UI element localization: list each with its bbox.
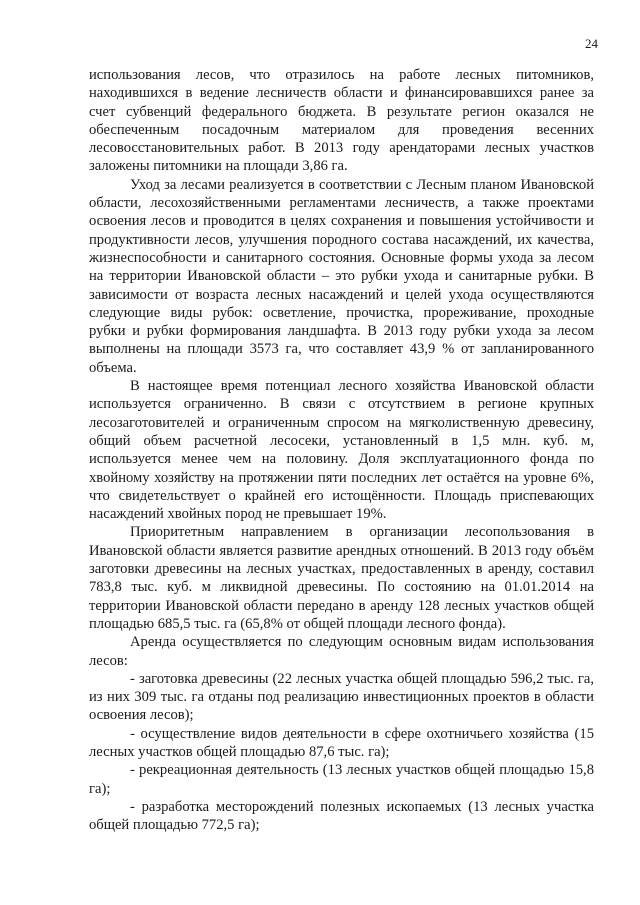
list-item-timber-harvesting: - заготовка древесины (22 лесных участка общей площадью 596,2 тыс. га, из них 309 тыс. га отданы под реализацию инвестиционных проектов в области освоения лесов); [89,670,594,724]
document-body [89,66,594,834]
paragraph-forest-care: Уход за лесами реализуется в соответствии с Лесным планом Ивановской области, лесохозяйственными регламентами лесничеств, а также проектами освоения лесов и проводится в целях сохранения и повышения устойчивости и продуктивности лесов, улучшения породного состава насаждений, их качества, жизнеспособности и санитарного состояния. Основные формы ухода за лесом на территории Ивановской области – это рубки ухода и санитарные рубки. В зависимости от возраста лесных насаждений и целей ухода осуществляются следующие виды рубок: осветление, прочистка, прореживание, проходные рубки и рубки формирования ландшафта. В 2013 году рубки ухода за лесом выполнены на площади 3573 га, что составляет 43,9 % от запланированного объема. [89,176,594,376]
paragraph-lease-relations: Приоритетным направлением в организации лесопользования в Ивановской области является развитие арендных отношений. В 2013 году объём заготовки древесины на лесных участках, предоставленных в аренду, составил 783,8 тыс. куб. м ликвидной древесины. По состоянию на 01.01.2014 на территории Ивановской области передано в аренду 128 лесных участков общей площадью 685,5 тыс. га (65,8% от общей площади лесного фонда). [89,524,594,632]
list-item-recreation: - рекреационная деятельность (13 лесных участков общей площадью 15,8 га); [89,762,594,797]
paragraph-forestry-potential: В настоящее время потенциал лесного хозяйства Ивановской области используется ограниченно. В связи с отсутствием в регионе крупных лесозаготовителей и ограниченным спросом на мягколиственную древесину, общий объем расчетной лесосеки, установленный в 1,5 млн. куб. м, используется менее чем на половину. Доля эксплуатационного фонда по хвойному хозяйству на протяжении пяти последних лет остаётся на уровне 6%, что свидетельствует о крайней его истощённости. Площадь приспевающих насаждений хвойных пород не превышает 19%. [89,378,594,523]
paragraph-lease-types-intro: Аренда осуществляется по следующим основным видам использования лесов: [89,634,594,669]
list-item-mineral-deposits: - разработка месторождений полезных ископаемых (13 лесных участка общей площадью 772,5 га); [89,798,594,834]
paragraph-nursery: использования лесов, что отразилось на работе лесных питомников, находившихся в ведение лесничеств области и финансировавшихся ранее за счет субвенций федерального бюджета. В результате регион оказался не обеспеченным посадочным материалом для проведения весенних лесовосстановительных работ. В 2013 году арендаторами лесных участков заложены питомники на площади 3,86 га. [89,67,594,175]
page-number: 24 [585,36,598,51]
list-item-hunting: - осуществление видов деятельности в сфере охотничьего хозяйства (15 лесных участков общей площадью 87,6 тыс. га); [89,725,594,760]
